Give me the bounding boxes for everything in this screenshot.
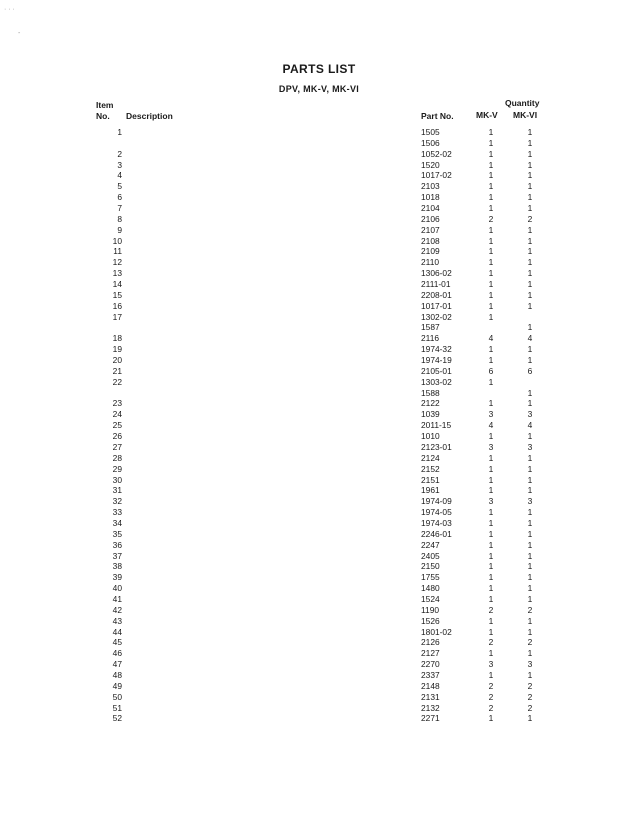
part-number: 2103 <box>421 181 440 192</box>
part-number: 1039 <box>421 409 440 420</box>
quantity-mkv: 1 <box>488 344 494 355</box>
item-number: 49 <box>112 680 122 691</box>
quantity-mkv: 1 <box>488 485 494 496</box>
quantity-mkvi: 2 <box>527 680 533 691</box>
table-row <box>96 420 556 431</box>
item-number: 24 <box>112 409 122 420</box>
quantity-mkvi: 1 <box>527 528 533 539</box>
quantity-mkv: 1 <box>488 268 494 279</box>
part-number: 2246-01 <box>421 528 452 539</box>
item-number: 43 <box>112 615 122 626</box>
table-row <box>96 551 556 562</box>
table-row <box>96 507 556 518</box>
table-row <box>96 333 556 344</box>
table-row <box>96 681 556 692</box>
quantity-mkvi: 1 <box>527 235 533 246</box>
table-row <box>96 616 556 627</box>
part-number: 2152 <box>421 463 440 474</box>
quantity-mkv: 1 <box>488 550 494 561</box>
quantity-mkv: 1 <box>488 593 494 604</box>
part-number: 2108 <box>421 235 440 246</box>
quantity-mkv: 1 <box>488 626 494 637</box>
quantity-mkv: 1 <box>488 507 494 518</box>
part-number: 1974-19 <box>421 355 452 366</box>
table-row <box>96 605 556 616</box>
table-row <box>96 529 556 540</box>
quantity-mkvi: 1 <box>527 387 533 398</box>
part-number: 1587 <box>421 322 440 333</box>
part-number: 2337 <box>421 669 440 680</box>
item-number: 16 <box>112 300 122 311</box>
table-row <box>96 475 556 486</box>
part-number: 1303-02 <box>421 376 452 387</box>
item-number: 45 <box>112 637 122 648</box>
table-row <box>96 149 556 160</box>
header-part-no: Part No. <box>421 111 454 121</box>
quantity-mkv: 1 <box>488 398 494 409</box>
item-number: 20 <box>112 355 122 366</box>
item-number: 3 <box>117 159 122 170</box>
table-row <box>96 713 556 724</box>
part-number: 1974-09 <box>421 496 452 507</box>
table-row <box>96 257 556 268</box>
item-number: 25 <box>112 420 122 431</box>
page-subtitle: DPV, MK-V, MK-VI <box>278 84 360 94</box>
item-number: 44 <box>112 626 122 637</box>
part-number: 1017-02 <box>421 170 452 181</box>
item-number: 15 <box>112 289 122 300</box>
item-number: 7 <box>117 203 122 214</box>
table-row <box>96 518 556 529</box>
item-number: 11 <box>113 246 122 257</box>
item-number: 51 <box>112 702 122 713</box>
quantity-mkvi: 1 <box>527 398 533 409</box>
item-number: 32 <box>112 496 122 507</box>
part-number: 1974-05 <box>421 507 452 518</box>
quantity-mkvi: 1 <box>527 550 533 561</box>
quantity-mkv: 1 <box>488 669 494 680</box>
table-row <box>96 627 556 638</box>
table-row <box>96 355 556 366</box>
table-row <box>96 496 556 507</box>
table-row <box>96 279 556 290</box>
quantity-mkv: 1 <box>488 289 494 300</box>
quantity-mkvi: 1 <box>527 572 533 583</box>
table-row <box>96 203 556 214</box>
table-row <box>96 344 556 355</box>
table-row <box>96 659 556 670</box>
item-number: 46 <box>112 648 122 659</box>
part-number: 2405 <box>421 550 440 561</box>
page-title: PARTS LIST <box>282 62 356 76</box>
scan-mark: · · · <box>4 6 15 13</box>
item-number: 2 <box>117 148 122 159</box>
table-row <box>96 377 556 388</box>
quantity-mkvi: 1 <box>527 539 533 550</box>
part-number: 2011-15 <box>421 420 452 431</box>
quantity-mkvi: 4 <box>527 420 533 431</box>
quantity-mkv: 3 <box>488 441 494 452</box>
header-item: Item <box>96 100 114 110</box>
item-number: 48 <box>112 669 122 680</box>
quantity-mkv: 1 <box>488 181 494 192</box>
quantity-mkvi: 2 <box>527 691 533 702</box>
part-number: 2127 <box>421 648 440 659</box>
part-number: 1801-02 <box>421 626 452 637</box>
table-row <box>96 312 556 323</box>
item-number: 39 <box>112 572 122 583</box>
table-row <box>96 648 556 659</box>
item-number: 35 <box>112 528 122 539</box>
table-row <box>96 453 556 464</box>
table-row <box>96 160 556 171</box>
quantity-mkv: 1 <box>488 583 494 594</box>
part-number: 1302-02 <box>421 311 452 322</box>
table-row <box>96 398 556 409</box>
table-row <box>96 572 556 583</box>
quantity-mkvi: 3 <box>527 409 533 420</box>
part-number: 2106 <box>421 213 440 224</box>
item-number: 19 <box>112 344 122 355</box>
quantity-mkv: 1 <box>488 137 494 148</box>
quantity-mkv: 1 <box>488 474 494 485</box>
table-row <box>96 127 556 138</box>
quantity-mkvi: 1 <box>527 148 533 159</box>
table-row <box>96 594 556 605</box>
quantity-mkv: 2 <box>488 702 494 713</box>
quantity-mkvi: 6 <box>527 365 533 376</box>
quantity-mkvi: 1 <box>527 507 533 518</box>
item-number: 6 <box>117 192 122 203</box>
part-number: 1190 <box>421 604 440 615</box>
table-row <box>96 301 556 312</box>
part-number: 2247 <box>421 539 440 550</box>
quantity-mkvi: 1 <box>527 626 533 637</box>
quantity-mkvi: 2 <box>527 637 533 648</box>
quantity-mkvi: 2 <box>527 702 533 713</box>
quantity-mkv: 3 <box>488 496 494 507</box>
part-number: 2132 <box>421 702 440 713</box>
item-number: 12 <box>112 257 122 268</box>
part-number: 1505 <box>421 127 440 137</box>
item-number: 27 <box>112 441 122 452</box>
quantity-mkvi: 1 <box>527 279 533 290</box>
quantity-mkvi: 1 <box>527 257 533 268</box>
quantity-mkvi: 1 <box>527 322 533 333</box>
quantity-mkvi: 1 <box>527 431 533 442</box>
item-number: 31 <box>112 485 122 496</box>
part-number: 1524 <box>421 593 440 604</box>
part-number: 1755 <box>421 572 440 583</box>
quantity-mkv: 2 <box>488 213 494 224</box>
quantity-mkvi: 1 <box>527 268 533 279</box>
quantity-mkv: 4 <box>488 420 494 431</box>
quantity-mkv: 1 <box>488 159 494 170</box>
item-number: 30 <box>112 474 122 485</box>
item-number: 52 <box>112 713 122 724</box>
item-number: 4 <box>117 170 122 181</box>
item-number: 33 <box>112 507 122 518</box>
part-number: 2104 <box>421 203 440 214</box>
item-number: 22 <box>112 376 122 387</box>
part-number: 1017-01 <box>421 300 452 311</box>
quantity-mkvi: 1 <box>527 289 533 300</box>
quantity-mkv: 1 <box>488 615 494 626</box>
item-number: 8 <box>117 213 122 224</box>
quantity-mkv: 1 <box>488 713 494 724</box>
part-number: 2124 <box>421 452 440 463</box>
quantity-mkvi: 1 <box>527 192 533 203</box>
quantity-mkvi: 1 <box>527 300 533 311</box>
quantity-mkv: 1 <box>488 203 494 214</box>
quantity-mkv: 1 <box>488 279 494 290</box>
quantity-mkv: 2 <box>488 680 494 691</box>
quantity-mkvi: 1 <box>527 224 533 235</box>
quantity-mkvi: 3 <box>527 496 533 507</box>
quantity-mkv: 1 <box>488 376 494 387</box>
quantity-mkv: 1 <box>488 528 494 539</box>
quantity-mkv: 1 <box>488 539 494 550</box>
part-number: 2122 <box>421 398 440 409</box>
quantity-mkv: 1 <box>488 572 494 583</box>
part-number: 1961 <box>421 485 440 496</box>
table-row <box>96 431 556 442</box>
item-number: 1 <box>117 127 122 137</box>
quantity-mkvi: 3 <box>527 659 533 670</box>
item-number: 36 <box>112 539 122 550</box>
item-number: 42 <box>112 604 122 615</box>
table-row <box>96 225 556 236</box>
item-number: 34 <box>112 517 122 528</box>
part-number: 1018 <box>421 192 440 203</box>
item-number: 47 <box>112 659 122 670</box>
part-number: 2109 <box>421 246 440 257</box>
quantity-mkvi: 1 <box>527 246 533 257</box>
quantity-mkv: 1 <box>488 257 494 268</box>
table-row <box>96 540 556 551</box>
table-row <box>96 138 556 149</box>
quantity-mkvi: 1 <box>527 593 533 604</box>
item-number: 13 <box>112 268 122 279</box>
header-quantity: Quantity <box>505 98 540 108</box>
quantity-mkvi: 1 <box>527 344 533 355</box>
part-number: 1052-02 <box>421 148 452 159</box>
item-number: 23 <box>112 398 122 409</box>
table-row <box>96 246 556 257</box>
quantity-mkv: 1 <box>488 127 494 137</box>
quantity-mkv: 1 <box>488 355 494 366</box>
table-row <box>96 388 556 399</box>
table-row <box>96 366 556 377</box>
table-row <box>96 192 556 203</box>
quantity-mkv: 1 <box>488 561 494 572</box>
quantity-mkvi: 1 <box>527 355 533 366</box>
table-row <box>96 214 556 225</box>
item-number: 41 <box>112 593 122 604</box>
table-row <box>96 442 556 453</box>
table-row <box>96 464 556 475</box>
part-number: 2131 <box>421 691 440 702</box>
quantity-mkvi: 1 <box>527 713 533 724</box>
quantity-mkvi: 1 <box>527 648 533 659</box>
item-number: 18 <box>112 333 122 344</box>
part-number: 2116 <box>421 333 440 344</box>
table-row <box>96 670 556 681</box>
table-row <box>96 290 556 301</box>
quantity-mkvi: 1 <box>527 452 533 463</box>
item-number: 50 <box>112 691 122 702</box>
item-number: 21 <box>112 365 122 376</box>
part-number: 1306-02 <box>421 268 452 279</box>
quantity-mkvi: 1 <box>527 463 533 474</box>
part-number: 2151 <box>421 474 440 485</box>
quantity-mkv: 1 <box>488 431 494 442</box>
item-number: 17 <box>112 311 122 322</box>
item-number: 9 <box>117 224 122 235</box>
item-number: 28 <box>112 452 122 463</box>
item-number: 37 <box>112 550 122 561</box>
item-number: 26 <box>112 431 122 442</box>
table-row <box>96 703 556 714</box>
quantity-mkvi: 1 <box>527 170 533 181</box>
quantity-mkv: 2 <box>488 637 494 648</box>
scan-mark: - <box>18 30 21 37</box>
part-number: 2150 <box>421 561 440 572</box>
item-number: 14 <box>112 279 122 290</box>
part-number: 1520 <box>421 159 440 170</box>
quantity-mkv: 2 <box>488 691 494 702</box>
part-number: 2271 <box>421 713 440 724</box>
part-number: 2208-01 <box>421 289 452 300</box>
parts-table <box>96 127 556 724</box>
quantity-mkv: 3 <box>488 659 494 670</box>
quantity-mkv: 1 <box>488 452 494 463</box>
part-number: 1506 <box>421 137 440 148</box>
table-row <box>96 409 556 420</box>
quantity-mkv: 1 <box>488 224 494 235</box>
quantity-mkv: 1 <box>488 311 494 322</box>
quantity-mkvi: 1 <box>527 583 533 594</box>
part-number: 1588 <box>421 387 440 398</box>
table-row <box>96 181 556 192</box>
header-no: No. <box>96 111 110 121</box>
quantity-mkvi: 1 <box>527 127 533 137</box>
item-number: 38 <box>112 561 122 572</box>
part-number: 2148 <box>421 680 440 691</box>
part-number: 1480 <box>421 583 440 594</box>
item-number: 10 <box>112 235 122 246</box>
part-number: 2110 <box>421 257 440 268</box>
quantity-mkvi: 1 <box>527 485 533 496</box>
quantity-mkv: 3 <box>488 409 494 420</box>
quantity-mkv: 1 <box>488 148 494 159</box>
item-number: 5 <box>117 181 122 192</box>
part-number: 1010 <box>421 431 440 442</box>
item-number: 40 <box>112 583 122 594</box>
table-row <box>96 268 556 279</box>
quantity-mkv: 1 <box>488 170 494 181</box>
quantity-mkvi: 1 <box>527 474 533 485</box>
quantity-mkvi: 2 <box>527 604 533 615</box>
table-row <box>96 485 556 496</box>
quantity-mkv: 4 <box>488 333 494 344</box>
table-row <box>96 561 556 572</box>
part-number: 2270 <box>421 659 440 670</box>
part-number: 2126 <box>421 637 440 648</box>
quantity-mkvi: 1 <box>527 615 533 626</box>
header-mkvi: MK-VI <box>513 110 538 120</box>
part-number: 1974-32 <box>421 344 452 355</box>
quantity-mkvi: 1 <box>527 159 533 170</box>
item-number: 29 <box>112 463 122 474</box>
quantity-mkvi: 1 <box>527 517 533 528</box>
quantity-mkv: 1 <box>488 192 494 203</box>
part-number: 2105-01 <box>421 365 452 376</box>
table-row <box>96 236 556 247</box>
part-number: 2123-01 <box>421 441 452 452</box>
quantity-mkvi: 2 <box>527 213 533 224</box>
part-number: 2107 <box>421 224 440 235</box>
quantity-mkvi: 1 <box>527 181 533 192</box>
quantity-mkv: 1 <box>488 235 494 246</box>
quantity-mkv: 6 <box>488 365 494 376</box>
quantity-mkvi: 1 <box>527 561 533 572</box>
part-number: 2111-01 <box>421 279 451 290</box>
table-row <box>96 692 556 703</box>
table-row <box>96 583 556 594</box>
quantity-mkv: 2 <box>488 604 494 615</box>
quantity-mkvi: 4 <box>527 333 533 344</box>
quantity-mkv: 1 <box>488 648 494 659</box>
table-row <box>96 170 556 181</box>
quantity-mkvi: 1 <box>527 669 533 680</box>
quantity-mkv: 1 <box>488 246 494 257</box>
header-mkv: MK-V <box>476 110 498 120</box>
quantity-mkvi: 1 <box>527 137 533 148</box>
table-row <box>96 637 556 648</box>
quantity-mkv: 1 <box>488 300 494 311</box>
quantity-mkvi: 1 <box>527 203 533 214</box>
quantity-mkv: 1 <box>488 517 494 528</box>
quantity-mkv: 1 <box>488 463 494 474</box>
table-row <box>96 322 556 333</box>
header-description: Description <box>126 111 173 121</box>
part-number: 1526 <box>421 615 440 626</box>
quantity-mkvi: 3 <box>527 441 533 452</box>
part-number: 1974-03 <box>421 517 452 528</box>
